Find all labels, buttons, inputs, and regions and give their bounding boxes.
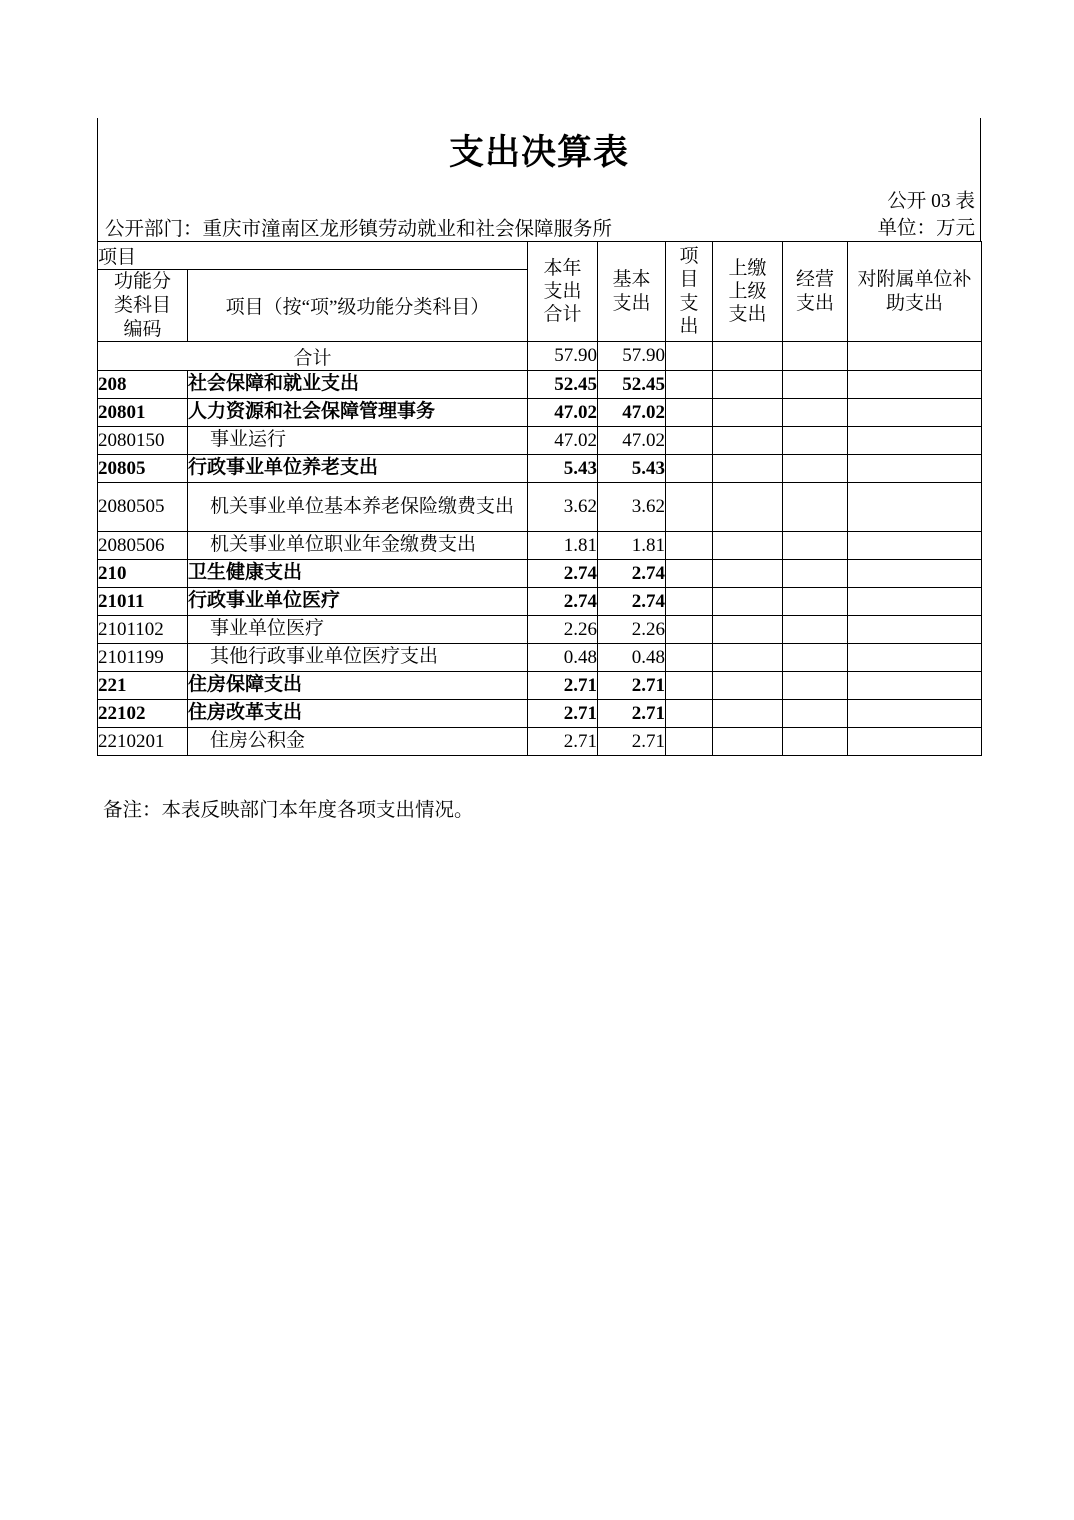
table-row bbox=[98, 483, 982, 532]
cell-remit_upper bbox=[713, 532, 783, 560]
cell-operating bbox=[783, 483, 848, 532]
table-row bbox=[98, 455, 982, 483]
cell-name: 住房改革支出 bbox=[188, 700, 528, 728]
cell-remit_upper bbox=[713, 455, 783, 483]
cell-code: 20801 bbox=[98, 399, 188, 427]
cell-project bbox=[666, 588, 713, 616]
cell-remit_upper bbox=[713, 588, 783, 616]
cell-code: 2080506 bbox=[98, 532, 188, 560]
cell-total: 2.26 bbox=[528, 616, 598, 644]
cell-total: 47.02 bbox=[528, 427, 598, 455]
cell-code: 21011 bbox=[98, 588, 188, 616]
cell-operating bbox=[783, 616, 848, 644]
table-row bbox=[98, 532, 982, 560]
total-row-total: 57.90 bbox=[528, 342, 598, 371]
cell-operating bbox=[783, 644, 848, 672]
table-row bbox=[98, 616, 982, 644]
cell-total: 47.02 bbox=[528, 399, 598, 427]
total-row-subsidy bbox=[848, 342, 982, 371]
cell-name: 事业单位医疗 bbox=[188, 616, 528, 644]
total-row-operating bbox=[783, 342, 848, 371]
cell-subsidy bbox=[848, 532, 982, 560]
cell-basic: 1.81 bbox=[598, 532, 666, 560]
page-title: 支出决算表 bbox=[448, 133, 629, 173]
cell-project bbox=[666, 532, 713, 560]
cell-basic: 0.48 bbox=[598, 644, 666, 672]
table-row bbox=[98, 644, 982, 672]
cell-project bbox=[666, 616, 713, 644]
cell-remit_upper bbox=[713, 616, 783, 644]
cell-name: 住房公积金 bbox=[188, 728, 528, 756]
cell-name: 行政事业单位医疗 bbox=[188, 588, 528, 616]
cell-code: 221 bbox=[98, 672, 188, 700]
cell-project bbox=[666, 672, 713, 700]
cell-project bbox=[666, 560, 713, 588]
header-remit-line2: 上级 bbox=[728, 281, 767, 303]
header-total-line1: 本年 bbox=[543, 257, 582, 279]
cell-operating bbox=[783, 399, 848, 427]
table-row bbox=[98, 672, 982, 700]
header-row-group bbox=[98, 242, 982, 270]
cell-operating bbox=[783, 672, 848, 700]
cell-project bbox=[666, 455, 713, 483]
cell-name: 行政事业单位养老支出 bbox=[188, 455, 528, 483]
cell-basic: 47.02 bbox=[598, 399, 666, 427]
table-footnote: 备注：本表反映部门本年度各项支出情况。 bbox=[103, 800, 474, 821]
header-operating-line2: 支出 bbox=[796, 292, 835, 314]
header-remit-line3: 支出 bbox=[728, 304, 767, 326]
total-row-remit-upper bbox=[713, 342, 783, 371]
cell-total: 5.43 bbox=[528, 455, 598, 483]
cell-subsidy bbox=[848, 483, 982, 532]
header-remit-upper-expenditure bbox=[713, 242, 783, 342]
cell-subsidy bbox=[848, 644, 982, 672]
cell-name: 机关事业单位职业年金缴费支出 bbox=[188, 532, 528, 560]
cell-basic: 2.74 bbox=[598, 560, 666, 588]
cell-remit_upper bbox=[713, 700, 783, 728]
expenditure-final-accounts-table bbox=[97, 241, 982, 756]
cell-project bbox=[666, 371, 713, 399]
cell-basic: 5.43 bbox=[598, 455, 666, 483]
cell-basic: 3.62 bbox=[598, 483, 666, 532]
header-total-line2: 支出 bbox=[543, 281, 582, 303]
cell-code: 208 bbox=[98, 371, 188, 399]
header-subsidy-expenditure bbox=[848, 242, 982, 342]
header-subsidy-line2: 助支出 bbox=[886, 292, 944, 314]
header-project-expenditure bbox=[666, 242, 713, 342]
cell-remit_upper bbox=[713, 371, 783, 399]
cell-operating bbox=[783, 532, 848, 560]
table-row bbox=[98, 399, 982, 427]
title-block bbox=[97, 118, 981, 246]
cell-total: 2.74 bbox=[528, 588, 598, 616]
cell-subsidy bbox=[848, 728, 982, 756]
table-row bbox=[98, 560, 982, 588]
cell-project bbox=[666, 399, 713, 427]
header-function-code bbox=[98, 270, 188, 342]
header-project-line2: 目 bbox=[679, 269, 699, 291]
header-basic-line2: 支出 bbox=[612, 292, 651, 314]
cell-basic: 2.26 bbox=[598, 616, 666, 644]
header-basic-line1: 基本 bbox=[612, 269, 651, 291]
cell-total: 1.81 bbox=[528, 532, 598, 560]
cell-remit_upper bbox=[713, 672, 783, 700]
total-row-basic: 57.90 bbox=[598, 342, 666, 371]
cell-code: 2210201 bbox=[98, 728, 188, 756]
cell-project bbox=[666, 700, 713, 728]
cell-code: 2101102 bbox=[98, 616, 188, 644]
cell-operating bbox=[783, 455, 848, 483]
cell-basic: 47.02 bbox=[598, 427, 666, 455]
header-operating-expenditure bbox=[783, 242, 848, 342]
cell-remit_upper bbox=[713, 399, 783, 427]
cell-remit_upper bbox=[713, 728, 783, 756]
cell-name: 事业运行 bbox=[188, 427, 528, 455]
table-row bbox=[98, 588, 982, 616]
cell-name: 卫生健康支出 bbox=[188, 560, 528, 588]
cell-remit_upper bbox=[713, 427, 783, 455]
cell-name: 机关事业单位基本养老保险缴费支出 bbox=[188, 483, 528, 532]
cell-code: 22102 bbox=[98, 700, 188, 728]
cell-subsidy bbox=[848, 399, 982, 427]
cell-total: 3.62 bbox=[528, 483, 598, 532]
table-head bbox=[98, 242, 982, 342]
cell-code: 210 bbox=[98, 560, 188, 588]
cell-code: 2080505 bbox=[98, 483, 188, 532]
table-body bbox=[98, 342, 982, 756]
table-row bbox=[98, 728, 982, 756]
cell-operating bbox=[783, 700, 848, 728]
cell-code: 20805 bbox=[98, 455, 188, 483]
table-row-total bbox=[98, 342, 982, 371]
cell-basic: 2.74 bbox=[598, 588, 666, 616]
cell-name: 其他行政事业单位医疗支出 bbox=[188, 644, 528, 672]
cell-total: 2.71 bbox=[528, 700, 598, 728]
header-code-line1: 功能分 bbox=[113, 271, 171, 292]
cell-operating bbox=[783, 560, 848, 588]
header-operating-line1: 经营 bbox=[796, 269, 835, 291]
cell-name: 社会保障和就业支出 bbox=[188, 371, 528, 399]
cell-subsidy bbox=[848, 371, 982, 399]
header-project-line4: 出 bbox=[679, 315, 699, 337]
cell-code: 2080150 bbox=[98, 427, 188, 455]
header-group-item: 项目 bbox=[98, 242, 528, 270]
header-meta-row bbox=[97, 188, 981, 246]
cell-total: 2.71 bbox=[528, 728, 598, 756]
cell-operating bbox=[783, 371, 848, 399]
cell-operating bbox=[783, 427, 848, 455]
cell-subsidy bbox=[848, 560, 982, 588]
cell-subsidy bbox=[848, 427, 982, 455]
cell-subsidy bbox=[848, 455, 982, 483]
header-code-line3: 编码 bbox=[123, 318, 162, 340]
cell-basic: 2.71 bbox=[598, 672, 666, 700]
cell-name: 住房保障支出 bbox=[188, 672, 528, 700]
total-row-label: 合计 bbox=[98, 342, 528, 371]
header-basic-expenditure bbox=[598, 242, 666, 342]
cell-total: 0.48 bbox=[528, 644, 598, 672]
unit-note: 单位：万元 bbox=[877, 218, 975, 240]
cell-subsidy bbox=[848, 672, 982, 700]
cell-project bbox=[666, 427, 713, 455]
cell-remit_upper bbox=[713, 483, 783, 532]
cell-remit_upper bbox=[713, 560, 783, 588]
cell-remit_upper bbox=[713, 644, 783, 672]
department-label: 公开部门：重庆市潼南区龙形镇劳动就业和社会保障服务所 bbox=[105, 219, 613, 241]
cell-total: 52.45 bbox=[528, 371, 598, 399]
total-row-project bbox=[666, 342, 713, 371]
cell-total: 2.74 bbox=[528, 560, 598, 588]
table-row bbox=[98, 371, 982, 399]
form-number: 公开 03 表 bbox=[887, 190, 975, 212]
cell-name: 人力资源和社会保障管理事务 bbox=[188, 399, 528, 427]
header-code-line2: 类科目 bbox=[113, 294, 171, 316]
table-row bbox=[98, 427, 982, 455]
cell-project bbox=[666, 483, 713, 532]
header-subsidy-line1: 对附属单位补 bbox=[857, 269, 972, 291]
header-total-line3: 合计 bbox=[543, 304, 582, 326]
cell-total: 2.71 bbox=[528, 672, 598, 700]
cell-operating bbox=[783, 728, 848, 756]
cell-project bbox=[666, 728, 713, 756]
header-item-name: 项目（按“项”级功能分类科目） bbox=[188, 270, 528, 342]
cell-subsidy bbox=[848, 588, 982, 616]
cell-code: 2101199 bbox=[98, 644, 188, 672]
cell-basic: 52.45 bbox=[598, 371, 666, 399]
header-remit-line1: 上缴 bbox=[728, 257, 767, 279]
cell-subsidy bbox=[848, 700, 982, 728]
cell-basic: 2.71 bbox=[598, 728, 666, 756]
cell-basic: 2.71 bbox=[598, 700, 666, 728]
table-row bbox=[98, 700, 982, 728]
header-total-expenditure bbox=[528, 242, 598, 342]
cell-subsidy bbox=[848, 616, 982, 644]
cell-project bbox=[666, 644, 713, 672]
cell-operating bbox=[783, 588, 848, 616]
header-project-line1: 项 bbox=[679, 246, 699, 268]
header-project-line3: 支 bbox=[679, 292, 699, 314]
